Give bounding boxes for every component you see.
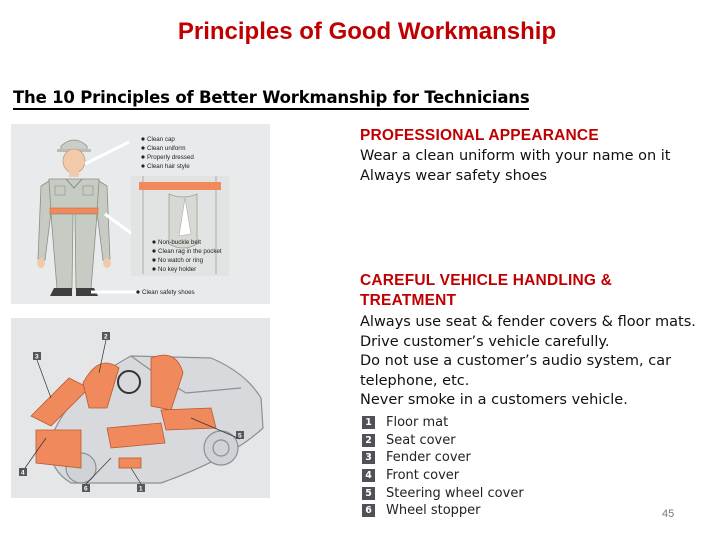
callout-belt: Non-buckle belt: [158, 239, 201, 246]
legend-number: 1: [362, 416, 375, 429]
legend-label: Wheel stopper: [386, 503, 481, 519]
legend-number: 2: [362, 434, 375, 447]
appearance-line: Always wear safety shoes: [360, 167, 548, 184]
handling-line: Do not use a customer’s audio system, car: [360, 353, 672, 369]
legend-number: 3: [362, 451, 375, 464]
fender-cover-right: [161, 408, 216, 430]
marker-4: 4: [21, 469, 25, 477]
appearance-line: Wear a clean uniform with your name on it: [360, 148, 671, 164]
callout-safety-shoes: Clean safety shoes: [142, 289, 195, 296]
legend-label: Steering wheel cover: [386, 485, 524, 501]
page-title: Principles of Good Workmanship: [177, 18, 557, 45]
handling-line: Never smoke in a customers vehicle.: [360, 392, 628, 408]
section-body-vehicle-handling: [360, 313, 696, 411]
section-heading-appearance: PROFESSIONAL APPEARANCE: [360, 127, 599, 144]
legend-label: Floor mat: [386, 415, 449, 431]
legend-number: 6: [362, 504, 375, 517]
section-subtitle: The 10 Principles of Better Workmanship for Technicians: [13, 88, 529, 110]
marker-6: 6: [84, 485, 88, 493]
handling-line: Drive customer’s vehicle carefully.: [360, 333, 610, 350]
front-cover: [36, 430, 81, 468]
section-body-appearance: [360, 147, 671, 186]
handling-line: Always use seat & fender covers & floor mats.: [360, 314, 696, 330]
wheel-stopper: [119, 458, 141, 468]
legend-item: [362, 449, 524, 467]
legend-label: Seat cover: [386, 432, 456, 448]
heading-line: CAREFUL VEHICLE HANDLING &: [360, 272, 613, 289]
legend-item: [362, 502, 524, 520]
vehicle-cover-illustration: [11, 318, 270, 498]
callout-watch: No watch or ring: [158, 257, 204, 264]
callout-clean-cap: Clean cap: [147, 136, 175, 143]
legend-number: 5: [362, 487, 375, 500]
legend-number: 4: [362, 469, 375, 482]
callout-key-holder: No key holder: [158, 266, 197, 273]
legend-item: [362, 484, 524, 502]
legend-item: [362, 467, 524, 485]
technician-illustration: [11, 124, 270, 304]
marker-2: 2: [104, 333, 108, 341]
handling-line: telephone, etc.: [360, 372, 470, 389]
page-number: 45: [662, 508, 675, 520]
marker-5: 5: [238, 432, 242, 440]
callout-group-top: [141, 136, 194, 170]
marker-3: 3: [35, 353, 39, 361]
marker-1: 1: [139, 485, 143, 493]
legend-item: [362, 414, 524, 432]
callout-clean-uniform: Clean uniform: [147, 145, 186, 152]
callout-rag: Clean rag in the pocket: [158, 248, 222, 255]
legend-label: Front cover: [386, 468, 460, 484]
callout-clean-hair: Clean hair style: [147, 163, 190, 170]
cover-legend: [362, 414, 524, 520]
section-heading-vehicle-handling: [360, 271, 612, 311]
callout-properly-dressed: Properly dressed: [147, 154, 194, 161]
legend-item: [362, 432, 524, 450]
technician-figure: [37, 140, 111, 296]
legend-label: Fender cover: [386, 450, 471, 466]
heading-line: TREATMENT: [360, 292, 457, 309]
